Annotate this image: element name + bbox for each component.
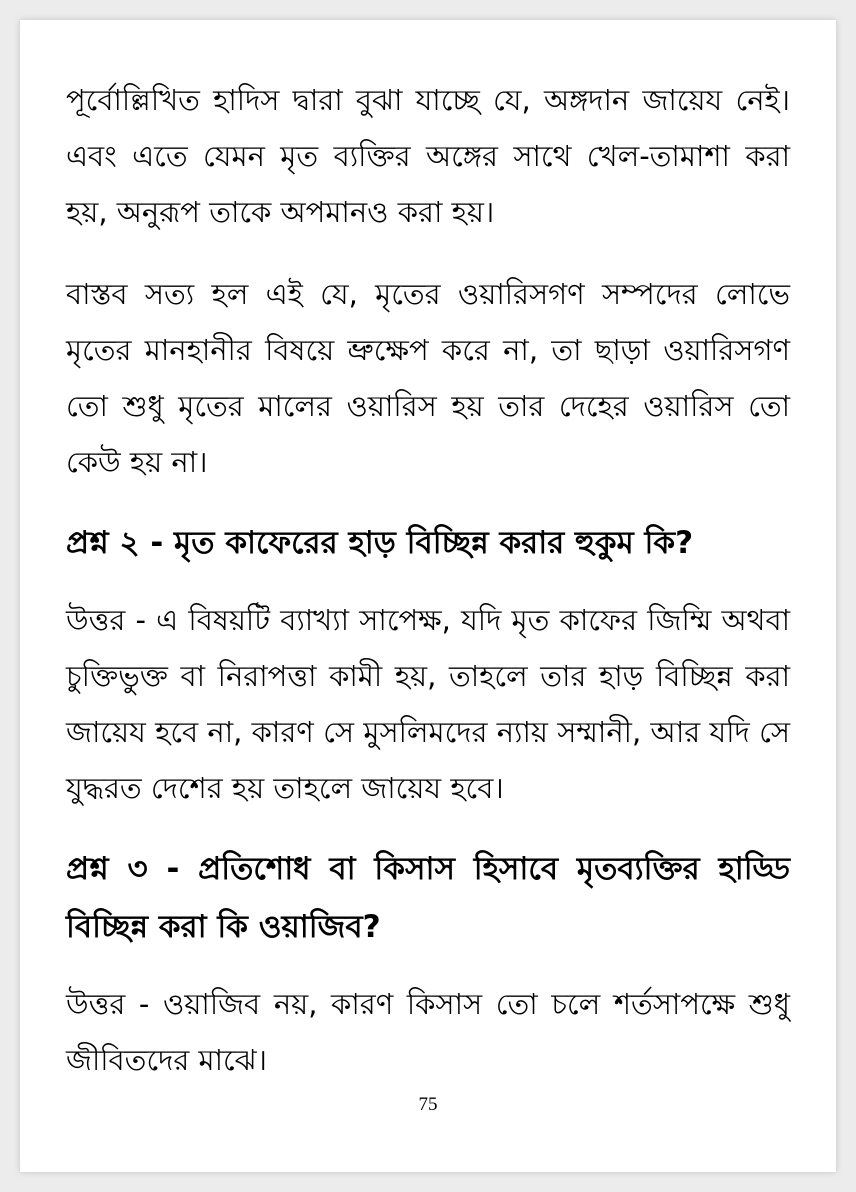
page-number: 75	[418, 1094, 438, 1115]
answer-2-paragraph: উত্তর - এ বিষয়টি ব্যাখ্যা সাপেক্ষ, যদি মৃত কাফের জিম্মি অথবা চুক্তিভুক্ত বা নিরাপত্তা কামী হয়, তাহলে তার হাড় বিচ্ছিন্ন করা জায়েয হবে না, কারণ সে মুসলিমদের ন্যায় সম্মানী, আর যদি সে যুদ্ধরত দেশের হয় তাহলে জায়েয হবে।	[66, 603, 790, 805]
page-content	[66, 72, 790, 1088]
answer-3-paragraph: উত্তর - ওয়াজিব নয়, কারণ কিসাস তো চলে শর্তসাপক্ষে শুধু জীবিতদের মাঝে।	[66, 987, 790, 1077]
document-page	[20, 20, 836, 1172]
question-2-heading: প্রশ্ন ২ - মৃত কাফেরের হাড় বিচ্ছিন্ন করার হুকুম কি?	[66, 525, 694, 561]
question-3-heading: প্রশ্ন ৩ - প্রতিশোধ বা কিসাস হিসাবে মৃতব্যক্তির হাড্ডি বিচ্ছিন্ন করা কি ওয়াজিব?	[66, 851, 790, 945]
paragraph-hadith-conclusion: পূর্বোল্লিখিত হাদিস দ্বারা বুঝা যাচ্ছে যে, অঙ্গদান জায়েয নেই। এবং এতে যেমন মৃত ব্যক্তির অঙ্গের সাথে খেল-তামাশা করা হয়, অনুরূপ তাকে অপমানও করা হয়।	[66, 83, 790, 229]
paragraph-heirs: বাস্তব সত্য হল এই যে, মৃতের ওয়ারিসগণ সম্পদের লোভে মৃতের মানহানীর বিষয়ে ভ্রুক্ষেপ করে না, তা ছাড়া ওয়ারিসগণ তো শুধু মৃতের মালের ওয়ারিস হয় তার দেহের ওয়ারিস তো কেউ হয় না।	[66, 277, 790, 479]
